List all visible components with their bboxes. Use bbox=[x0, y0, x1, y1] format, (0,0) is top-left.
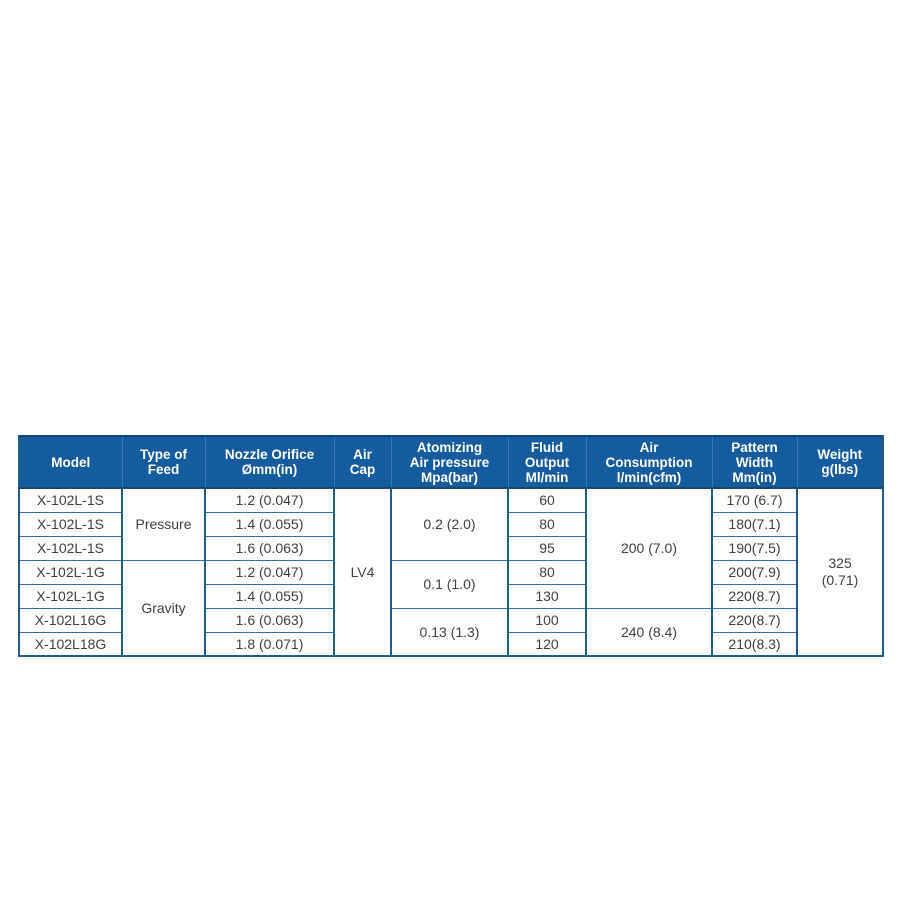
pattern-width-cell: 220(8.7) bbox=[712, 584, 797, 608]
header-label: Air pressure bbox=[409, 454, 490, 470]
header-label: Nozzle Orifice bbox=[224, 447, 315, 462]
model-cell: X-102L-1S bbox=[19, 512, 122, 536]
col-header-fluid-output bbox=[508, 436, 586, 488]
fluid-output-cell: 60 bbox=[508, 488, 586, 512]
header-label: Mpa(bar) bbox=[421, 469, 478, 485]
col-header-type-of-feed bbox=[122, 436, 205, 488]
spec-table bbox=[18, 435, 884, 657]
nozzle-cell: 1.4 (0.055) bbox=[205, 512, 334, 536]
model-cell: X-102L16G bbox=[19, 608, 122, 632]
nozzle-cell: 1.2 (0.047) bbox=[205, 488, 334, 512]
header-label: Pattern bbox=[731, 439, 778, 455]
pattern-width-cell: 220(8.7) bbox=[712, 608, 797, 632]
col-header-pattern-width bbox=[712, 436, 797, 488]
header-label: g(lbs) bbox=[821, 462, 859, 477]
header-label: l/min(cfm) bbox=[616, 469, 682, 485]
col-header-nozzle-orifice bbox=[205, 436, 334, 488]
weight-lbs: (0.71) bbox=[821, 572, 859, 588]
model-cell: X-102L18G bbox=[19, 632, 122, 656]
weight-cell bbox=[797, 488, 883, 656]
pattern-width-cell: 180(7.1) bbox=[712, 512, 797, 536]
header-label: Air bbox=[353, 447, 372, 462]
atomizing-cell: 0.2 (2.0) bbox=[391, 488, 508, 560]
col-header-model bbox=[19, 436, 122, 488]
air-cap-cell: LV4 bbox=[334, 488, 391, 656]
col-header-air-consumption bbox=[586, 436, 712, 488]
header-label: Atomizing bbox=[416, 439, 483, 455]
model-cell: X-102L-1G bbox=[19, 560, 122, 584]
header-label: Cap bbox=[349, 462, 376, 477]
header-label: Weight bbox=[817, 447, 863, 462]
feed-cell-gravity: Gravity bbox=[122, 560, 205, 656]
fluid-output-cell: 80 bbox=[508, 512, 586, 536]
feed-cell-pressure: Pressure bbox=[122, 488, 205, 560]
fluid-output-cell: 120 bbox=[508, 632, 586, 656]
fluid-output-cell: 130 bbox=[508, 584, 586, 608]
pattern-width-cell: 210(8.3) bbox=[712, 632, 797, 656]
fluid-output-cell: 100 bbox=[508, 608, 586, 632]
header-label: Width bbox=[735, 454, 774, 470]
table-row bbox=[19, 488, 883, 512]
col-header-weight bbox=[797, 436, 883, 488]
col-header-air-cap bbox=[334, 436, 391, 488]
table-header bbox=[19, 436, 883, 488]
header-label: Fluid bbox=[530, 439, 564, 455]
model-cell: X-102L-1S bbox=[19, 488, 122, 512]
pattern-width-cell: 200(7.9) bbox=[712, 560, 797, 584]
nozzle-cell: 1.2 (0.047) bbox=[205, 560, 334, 584]
header-label: Consumption bbox=[605, 454, 693, 470]
table-body bbox=[19, 488, 883, 656]
header-label: Mm(in) bbox=[732, 469, 777, 485]
table-row bbox=[19, 560, 883, 584]
model-cell: X-102L-1S bbox=[19, 536, 122, 560]
header-label: Feed bbox=[147, 462, 180, 477]
header-label: Air bbox=[639, 439, 659, 455]
fluid-output-cell: 80 bbox=[508, 560, 586, 584]
air-consumption-cell: 200 (7.0) bbox=[586, 488, 712, 608]
pattern-width-cell: 190(7.5) bbox=[712, 536, 797, 560]
header-label: Output bbox=[524, 454, 570, 470]
atomizing-cell: 0.1 (1.0) bbox=[391, 560, 508, 608]
nozzle-cell: 1.4 (0.055) bbox=[205, 584, 334, 608]
air-consumption-cell: 240 (8.4) bbox=[586, 608, 712, 656]
header-label: Model bbox=[51, 454, 91, 470]
fluid-output-cell: 95 bbox=[508, 536, 586, 560]
header-label: Type of bbox=[140, 447, 187, 462]
nozzle-cell: 1.8 (0.071) bbox=[205, 632, 334, 656]
weight-value: 325 bbox=[828, 555, 852, 571]
atomizing-cell: 0.13 (1.3) bbox=[391, 608, 508, 656]
header-row bbox=[19, 436, 883, 488]
header-label: Ml/min bbox=[525, 469, 569, 485]
nozzle-cell: 1.6 (0.063) bbox=[205, 536, 334, 560]
model-cell: X-102L-1G bbox=[19, 584, 122, 608]
header-label: Ømm(in) bbox=[241, 462, 298, 477]
col-header-atomizing-air-pressure bbox=[391, 436, 508, 488]
nozzle-cell: 1.6 (0.063) bbox=[205, 608, 334, 632]
pattern-width-cell: 170 (6.7) bbox=[712, 488, 797, 512]
